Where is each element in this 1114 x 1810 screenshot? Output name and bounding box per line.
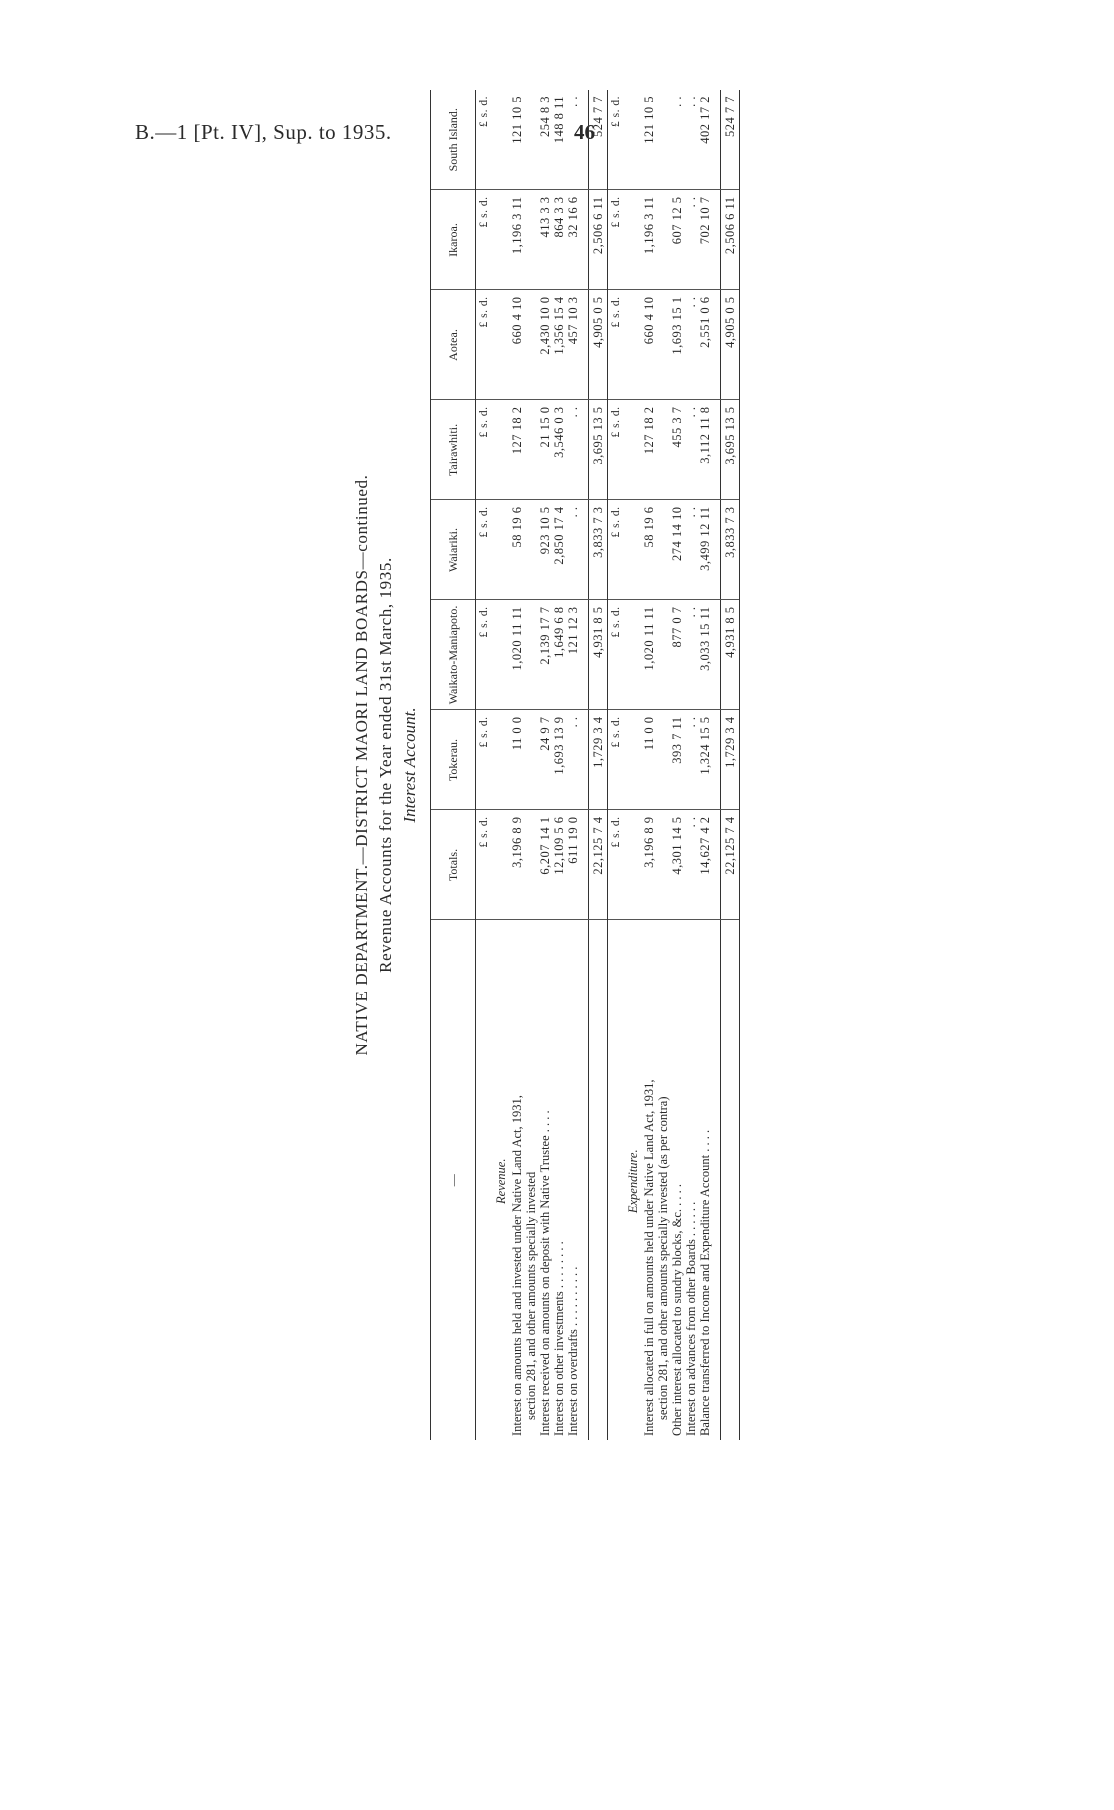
revenue-value-cell	[524, 90, 538, 190]
revenue-value-cell: 58 19 6	[510, 500, 524, 600]
expenditure-row	[642, 90, 656, 1440]
units-cell: £ s. d.	[476, 600, 493, 710]
expenditure-value-cell: 1,693 15 1	[670, 290, 684, 400]
expenditure-value-cell	[656, 600, 670, 710]
units-cell: £ s. d.	[476, 290, 493, 400]
revenue-value-cell: 12,109 5 6	[552, 810, 566, 920]
table-header-row	[431, 90, 476, 1440]
revenue-value-cell	[524, 400, 538, 500]
revenue-value-cell: 6,207 14 1	[538, 810, 552, 920]
expenditure-value-cell: . .	[684, 500, 698, 600]
revenue-section-title: Revenue.	[494, 1158, 508, 1204]
expenditure-value-cell	[656, 810, 670, 920]
empty-cell	[492, 500, 510, 600]
revenue-row	[510, 90, 524, 1440]
units-cell: £ s. d.	[476, 400, 493, 500]
revenue-value-cell: 1,196 3 11	[510, 190, 524, 290]
units-cell: £ s. d.	[608, 290, 624, 400]
revenue-total-cell: 2,506 6 11	[589, 190, 608, 290]
column-header-ikaroa: Ikaroa.	[431, 190, 476, 290]
empty-cell	[712, 290, 721, 400]
department-title: NATIVE DEPARTMENT.—DISTRICT MAORI LAND BOARDS—continued.	[352, 474, 371, 1056]
revenue-value-cell: 254 8 3	[538, 90, 552, 190]
revenue-value-cell: 611 19 0	[566, 810, 580, 920]
column-header-aotea: Aotea.	[431, 290, 476, 400]
expenditure-value-cell: . .	[684, 600, 698, 710]
expenditure-value-cell: 11 0 0	[642, 710, 656, 810]
revenue-row	[566, 90, 580, 1440]
empty-cell	[624, 710, 642, 810]
label-column-header: —	[431, 920, 476, 1440]
spacer-row	[712, 90, 721, 1440]
empty-cell	[712, 710, 721, 810]
revenue-value-cell	[524, 600, 538, 710]
column-header-tokerau: Tokerau.	[431, 710, 476, 810]
revenue-row-label: Interest on other investments . . . . . . . .	[552, 1241, 566, 1436]
empty-cell	[492, 600, 510, 710]
expenditure-totals-label	[721, 920, 740, 1440]
units-cell: £ s. d.	[608, 190, 624, 290]
expenditure-total-cell: 3,695 13 5	[721, 400, 740, 500]
revenue-value-cell: 3,546 0 3	[552, 400, 566, 500]
expenditure-row-label: Interest on advances from other Boards . . . . . .	[684, 1201, 698, 1436]
units-cell: £ s. d.	[608, 500, 624, 600]
units-row	[476, 90, 493, 1440]
expenditure-row-label: section 281, and other amounts specially invested (as per contra)	[656, 1096, 670, 1420]
expenditure-value-cell	[656, 500, 670, 600]
revenue-total-cell: 524 7 7	[589, 90, 608, 190]
expenditure-section-title: Expenditure.	[626, 1149, 640, 1214]
units-row	[608, 90, 624, 1440]
units-cell: £ s. d.	[608, 600, 624, 710]
empty-cell	[624, 500, 642, 600]
revenue-value-cell	[524, 290, 538, 400]
title-block	[350, 90, 428, 1440]
revenue-value-cell	[524, 710, 538, 810]
empty-cell	[712, 90, 721, 190]
empty-cell	[624, 190, 642, 290]
expenditure-value-cell: 121 10 5	[642, 90, 656, 190]
revenue-value-cell: 413 3 3	[538, 190, 552, 290]
revenue-row-label: section 281, and other amounts specially invested	[524, 1171, 538, 1420]
revenue-value-cell	[524, 190, 538, 290]
empty-cell	[580, 400, 589, 500]
revenue-row-label: Interest on overdrafts . . . . . . . . . .	[566, 1266, 580, 1436]
expenditure-value-cell: 58 19 6	[642, 500, 656, 600]
revenue-value-cell: . .	[566, 400, 580, 500]
expenditure-value-cell: . .	[684, 400, 698, 500]
empty-cell	[580, 500, 589, 600]
revenue-total-cell: 3,833 7 3	[589, 500, 608, 600]
empty-cell	[492, 190, 510, 290]
expenditure-row-label: Other interest allocated to sundry blocks, &c. . . . .	[670, 1183, 684, 1436]
revenue-value-cell: 457 10 3	[566, 290, 580, 400]
units-cell: £ s. d.	[608, 810, 624, 920]
expenditure-value-cell: . .	[684, 90, 698, 190]
units-cell: £ s. d.	[476, 710, 493, 810]
expenditure-row	[670, 90, 684, 1440]
account-subtitle: Interest Account.	[400, 707, 419, 823]
revenue-value-cell: 127 18 2	[510, 400, 524, 500]
revenue-section-title-row	[492, 90, 510, 1440]
empty-cell	[580, 190, 589, 290]
expenditure-section-title-row	[624, 90, 642, 1440]
revenue-value-cell: 2,430 10 0	[538, 290, 552, 400]
expenditure-total-cell: 22,125 7 4	[721, 810, 740, 920]
expenditure-value-cell: 1,196 3 11	[642, 190, 656, 290]
expenditure-value-cell	[656, 190, 670, 290]
empty-cell	[624, 400, 642, 500]
accounts-title: Revenue Accounts for the Year ended 31st March, 1935.	[376, 557, 395, 973]
revenue-value-cell: 148 8 11	[552, 90, 566, 190]
empty-cell	[580, 90, 589, 190]
units-cell: £ s. d.	[476, 90, 493, 190]
empty-cell	[492, 400, 510, 500]
revenue-value-cell: 923 10 5	[538, 500, 552, 600]
revenue-value-cell	[524, 500, 538, 600]
expenditure-value-cell: 1,020 11 11	[642, 600, 656, 710]
expenditure-total-cell: 4,905 0 5	[721, 290, 740, 400]
revenue-row	[524, 90, 538, 1440]
expenditure-row	[698, 90, 712, 1440]
expenditure-value-cell: 3,196 8 9	[642, 810, 656, 920]
revenue-value-cell: 24 9 7	[538, 710, 552, 810]
expenditure-totals-row	[721, 90, 740, 1440]
expenditure-row	[684, 90, 698, 1440]
empty-cell	[712, 500, 721, 600]
revenue-value-cell: 1,693 13 9	[552, 710, 566, 810]
expenditure-value-cell: 702 10 7	[698, 190, 712, 290]
expenditure-value-cell	[656, 290, 670, 400]
spacer-row	[580, 90, 589, 1440]
expenditure-value-cell: 4,301 14 5	[670, 810, 684, 920]
revenue-value-cell: . .	[566, 710, 580, 810]
empty-cell	[580, 710, 589, 810]
units-cell: £ s. d.	[476, 810, 493, 920]
expenditure-value-cell	[656, 90, 670, 190]
units-cell: £ s. d.	[476, 190, 493, 290]
expenditure-value-cell: 1,324 15 5	[698, 710, 712, 810]
expenditure-row-label: Interest allocated in full on amounts held under Native Land Act, 1931,	[642, 1079, 656, 1436]
empty-cell	[712, 600, 721, 710]
expenditure-row-label: Balance transferred to Income and Expenditure Account . . . .	[698, 1129, 712, 1436]
empty-cell	[580, 920, 589, 1440]
empty-cell	[580, 600, 589, 710]
revenue-value-cell: 2,139 17 7	[538, 600, 552, 710]
page-number: 46	[574, 120, 595, 144]
expenditure-value-cell	[656, 400, 670, 500]
expenditure-value-cell: 274 14 10	[670, 500, 684, 600]
empty-cell	[712, 810, 721, 920]
empty-cell	[492, 710, 510, 810]
empty-cell	[580, 810, 589, 920]
revenue-row-label: Interest on amounts held and invested under Native Land Act, 1931,	[510, 1095, 524, 1436]
column-header-waikato-maniapoto: Waikato-Maniapoto.	[431, 600, 476, 710]
document-reference: B.—1 [Pt. IV], Sup. to 1935.	[135, 120, 392, 144]
revenue-total-cell: 1,729 3 4	[589, 710, 608, 810]
expenditure-value-cell: 2,551 0 6	[698, 290, 712, 400]
empty-cell	[492, 810, 510, 920]
expenditure-value-cell: 14,627 4 2	[698, 810, 712, 920]
revenue-value-cell: 660 4 10	[510, 290, 524, 400]
units-label-cell	[608, 920, 624, 1440]
empty-cell	[624, 810, 642, 920]
expenditure-value-cell: . .	[684, 810, 698, 920]
empty-cell	[712, 190, 721, 290]
revenue-row-label: Interest received on amounts on deposit with Native Trustee . . . .	[538, 1110, 552, 1436]
units-cell: £ s. d.	[608, 710, 624, 810]
revenue-value-cell: 3,196 8 9	[510, 810, 524, 920]
revenue-value-cell: 1,356 15 4	[552, 290, 566, 400]
rotated-table-block	[350, 90, 800, 1440]
revenue-value-cell	[524, 810, 538, 920]
revenue-value-cell: 121 12 3	[566, 600, 580, 710]
expenditure-total-cell: 524 7 7	[721, 90, 740, 190]
column-header-south-island: South Island.	[431, 90, 476, 190]
empty-cell	[624, 90, 642, 190]
expenditure-row	[656, 90, 670, 1440]
units-cell: £ s. d.	[476, 500, 493, 600]
empty-cell	[712, 400, 721, 500]
revenue-value-cell: 32 16 6	[566, 190, 580, 290]
column-header-tairawhiti: Tairawhiti.	[431, 400, 476, 500]
expenditure-value-cell: 402 17 2	[698, 90, 712, 190]
units-label-cell	[476, 920, 493, 1440]
expenditure-value-cell: . .	[684, 710, 698, 810]
empty-cell	[580, 290, 589, 400]
empty-cell	[624, 290, 642, 400]
revenue-value-cell: 1,649 6 8	[552, 600, 566, 710]
expenditure-value-cell	[656, 710, 670, 810]
expenditure-total-cell: 4,931 8 5	[721, 600, 740, 710]
revenue-value-cell: 21 15 0	[538, 400, 552, 500]
revenue-totals-label	[589, 920, 608, 1440]
revenue-value-cell: . .	[566, 90, 580, 190]
empty-cell	[492, 90, 510, 190]
units-cell: £ s. d.	[608, 400, 624, 500]
units-cell: £ s. d.	[608, 90, 624, 190]
expenditure-value-cell: 3,033 15 11	[698, 600, 712, 710]
revenue-value-cell: 11 0 0	[510, 710, 524, 810]
revenue-value-cell: . .	[566, 500, 580, 600]
revenue-row	[538, 90, 552, 1440]
empty-cell	[492, 290, 510, 400]
expenditure-value-cell: 3,499 12 11	[698, 500, 712, 600]
empty-cell	[712, 920, 721, 1440]
expenditure-value-cell: . .	[684, 290, 698, 400]
column-header-totals: Totals.	[431, 810, 476, 920]
revenue-total-cell: 3,695 13 5	[589, 400, 608, 500]
expenditure-value-cell: 127 18 2	[642, 400, 656, 500]
revenue-total-cell: 4,931 8 5	[589, 600, 608, 710]
expenditure-total-cell: 1,729 3 4	[721, 710, 740, 810]
empty-cell	[624, 600, 642, 710]
interest-account-table	[430, 90, 740, 1440]
revenue-value-cell: 1,020 11 11	[510, 600, 524, 710]
expenditure-value-cell: 877 0 7	[670, 600, 684, 710]
expenditure-value-cell: 660 4 10	[642, 290, 656, 400]
revenue-row	[552, 90, 566, 1440]
revenue-value-cell: 121 10 5	[510, 90, 524, 190]
expenditure-value-cell: . .	[684, 190, 698, 290]
revenue-totals-row	[589, 90, 608, 1440]
revenue-total-cell: 22,125 7 4	[589, 810, 608, 920]
expenditure-total-cell: 2,506 6 11	[721, 190, 740, 290]
expenditure-value-cell: . .	[670, 90, 684, 190]
expenditure-total-cell: 3,833 7 3	[721, 500, 740, 600]
column-header-waiariki: Waiariki.	[431, 500, 476, 600]
expenditure-value-cell: 455 3 7	[670, 400, 684, 500]
table-body	[476, 90, 740, 1440]
revenue-value-cell: 2,850 17 4	[552, 500, 566, 600]
revenue-total-cell: 4,905 0 5	[589, 290, 608, 400]
expenditure-value-cell: 393 7 11	[670, 710, 684, 810]
expenditure-value-cell: 607 12 5	[670, 190, 684, 290]
revenue-value-cell: 864 3 3	[552, 190, 566, 290]
expenditure-value-cell: 3,112 11 8	[698, 400, 712, 500]
